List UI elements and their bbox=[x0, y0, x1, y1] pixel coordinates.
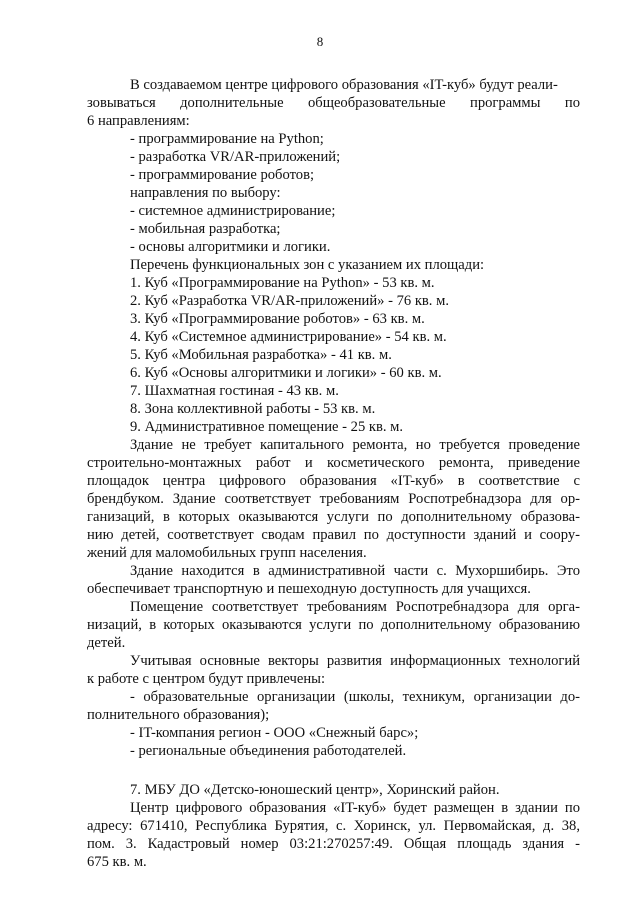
paragraph-line: Учитывая основные векторы развития информационных технологий bbox=[130, 653, 580, 669]
list-item: 6. Куб «Основы алгоритмики и логики» - 60 кв. м. bbox=[130, 365, 442, 381]
paragraph-line: Здание не требует капитального ремонта, но требуется проведение bbox=[130, 437, 580, 453]
list-item: - программирование роботов; bbox=[130, 167, 315, 183]
paragraph-line: 675 кв. м. bbox=[87, 854, 147, 870]
paragraph-line: направления по выбору: bbox=[130, 185, 281, 201]
list-item: 9. Административное помещение - 25 кв. м. bbox=[130, 419, 404, 435]
paragraph-line: к работе с центром будут привлечены: bbox=[87, 671, 326, 687]
paragraph-line: Помещение соответствует требованиям Роспотребнадзора для орга- bbox=[130, 599, 580, 615]
paragraph-line: обеспечивает транспортную и пешеходную доступность для учащихся. bbox=[87, 581, 531, 597]
paragraph-line: Перечень функциональных зон с указанием их площади: bbox=[130, 257, 485, 273]
paragraph-line: жений для маломобильных групп населения. bbox=[87, 545, 367, 561]
list-item: 3. Куб «Программирование роботов» - 63 кв. м. bbox=[130, 311, 425, 327]
list-item: - программирование на Python; bbox=[130, 131, 324, 147]
list-item: 4. Куб «Системное администрирование» - 54 кв. м. bbox=[130, 329, 447, 345]
list-item: 1. Куб «Программирование на Python» - 53 кв. м. bbox=[130, 275, 435, 291]
list-item: - образовательные организации (школы, техникум, организации до- bbox=[130, 689, 580, 705]
paragraph-line: Здание находится в административной части с. Мухоршибирь. Это bbox=[130, 563, 580, 579]
paragraph-line: Центр цифрового образования «IT-куб» будет размещен в здании по bbox=[130, 800, 580, 816]
paragraph-line: ганизаций, в которых оказываются услуги по дополнительному образова- bbox=[87, 509, 580, 525]
list-item: 5. Куб «Мобильная разработка» - 41 кв. м. bbox=[130, 347, 392, 363]
list-item: - основы алгоритмики и логики. bbox=[130, 239, 331, 255]
paragraph-line: площадок центра цифрового образования «IT-куб» в соответствие с bbox=[87, 473, 580, 489]
page-number: 8 bbox=[316, 34, 324, 49]
section-heading: 7. МБУ ДО «Детско-юношеский центр», Хоринский район. bbox=[130, 782, 500, 798]
paragraph-line: низаций, в которых оказываются услуги по дополнительному образованию bbox=[87, 617, 580, 633]
list-item: 7. Шахматная гостиная - 43 кв. м. bbox=[130, 383, 339, 399]
list-item: - разработка VR/AR-приложений; bbox=[130, 149, 341, 165]
list-item: - мобильная разработка; bbox=[130, 221, 281, 237]
paragraph-line: детей. bbox=[87, 635, 126, 651]
paragraph-line: 6 направлениям: bbox=[87, 113, 190, 129]
paragraph-line: нию детей, соответствует сводам правил по доступности зданий и соору- bbox=[87, 527, 580, 543]
list-item: - региональные объединения работодателей. bbox=[130, 743, 407, 759]
paragraph-line: адресу: 671410, Республика Бурятия, с. Хоринск, ул. Первомайская, д. 38, bbox=[87, 818, 580, 834]
paragraph-line: пом. 3. Кадастровый номер 03:21:270257:49. Общая площадь здания - bbox=[87, 836, 580, 852]
list-item: полнительного образования); bbox=[87, 707, 270, 723]
list-item: - IT-компания регион - ООО «Снежный барс»; bbox=[130, 725, 419, 741]
paragraph-line: строительно-монтажных работ и косметического ремонта, приведение bbox=[87, 455, 580, 471]
list-item: 8. Зона коллективной работы - 53 кв. м. bbox=[130, 401, 376, 417]
list-item: 2. Куб «Разработка VR/AR-приложений» - 76 кв. м. bbox=[130, 293, 449, 309]
paragraph-line: зовываться дополнительные общеобразовательные программы по bbox=[87, 95, 580, 111]
paragraph-line: брендбуком. Здание соответствует требованиям Роспотребнадзора для ор- bbox=[87, 491, 580, 507]
list-item: - системное администрирование; bbox=[130, 203, 336, 219]
paragraph-line: В создаваемом центре цифрового образования «IT-куб» будут реали- bbox=[130, 77, 558, 93]
